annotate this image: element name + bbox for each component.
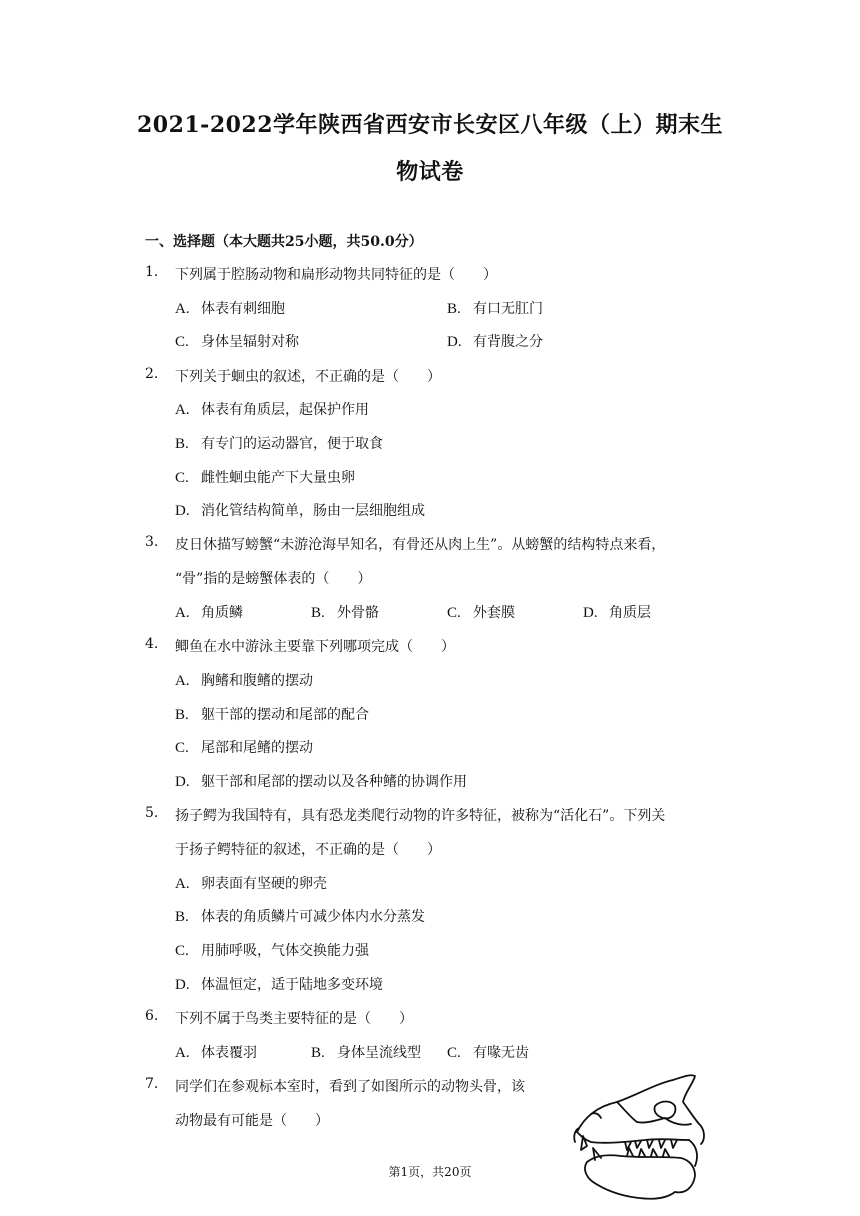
option-letter: D. xyxy=(175,977,190,993)
option-c[interactable] xyxy=(447,1042,529,1062)
question-number: 6. xyxy=(145,1008,159,1024)
question-number: 1. xyxy=(145,264,159,280)
exam-title-line-2: 物试卷 xyxy=(396,159,464,185)
option-text: 有口无肛门 xyxy=(473,301,543,317)
option-c[interactable] xyxy=(447,602,515,622)
option-letter: C. xyxy=(175,740,189,756)
option-a[interactable] xyxy=(175,1042,257,1062)
exam-title-line-1: 2021-2022学年陕西省西安市长安区八年级（上）期末生 xyxy=(136,112,724,138)
option-d[interactable] xyxy=(175,974,383,994)
option-text: 角质层 xyxy=(609,605,651,621)
option-letter: A. xyxy=(175,1045,190,1061)
question-number: 2. xyxy=(145,366,159,382)
option-c[interactable] xyxy=(175,737,313,757)
option-a[interactable] xyxy=(175,670,313,690)
question-stem: 下列属于腔肠动物和扁形动物共同特征的是（ ） xyxy=(175,267,497,283)
option-text: 体温恒定，适于陆地多变环境 xyxy=(201,977,383,993)
question-stem: 鲫鱼在水中游泳主要靠下列哪项完成（ ） xyxy=(175,639,455,655)
question-stem: 下列关于蛔虫的叙述，不正确的是（ ） xyxy=(175,369,441,385)
question-stem: 皮日休描写螃蟹“未游沧海早知名，有骨还从肉上生”。从螃蟹的结构特点来看， xyxy=(175,537,666,553)
question-stem-continued: 于扬子鳄特征的叙述，不正确的是（ ） xyxy=(175,842,441,858)
option-d[interactable] xyxy=(175,500,425,520)
option-letter: B. xyxy=(175,707,189,723)
option-letter: A. xyxy=(175,876,190,892)
question-number: 5. xyxy=(145,805,159,821)
option-a[interactable] xyxy=(175,873,327,893)
option-letter: B. xyxy=(175,436,189,452)
option-text: 外骨骼 xyxy=(337,605,379,621)
option-b[interactable] xyxy=(447,298,543,318)
question-stem: 同学们在参观标本室时，看到了如图所示的动物头骨，该 xyxy=(175,1079,525,1095)
option-text: 尾部和尾鳍的摆动 xyxy=(201,740,313,756)
question-number: 4. xyxy=(145,636,159,652)
option-letter: B. xyxy=(447,301,461,317)
option-d[interactable] xyxy=(583,602,651,622)
option-d[interactable] xyxy=(175,771,467,791)
option-letter: A. xyxy=(175,673,190,689)
option-text: 体表有刺细胞 xyxy=(201,301,285,317)
option-text: 体表的角质鳞片可减少体内水分蒸发 xyxy=(201,909,425,925)
option-c[interactable] xyxy=(175,940,369,960)
option-c[interactable] xyxy=(175,331,299,351)
question-number: 7. xyxy=(145,1076,159,1092)
option-text: 躯干部的摆动和尾部的配合 xyxy=(201,707,369,723)
option-text: 消化管结构简单，肠由一层细胞组成 xyxy=(201,503,425,519)
option-letter: C. xyxy=(447,1045,461,1061)
option-letter: C. xyxy=(175,334,189,350)
question-number: 3. xyxy=(145,534,159,550)
option-letter: D. xyxy=(175,503,190,519)
option-b[interactable] xyxy=(175,906,425,926)
option-a[interactable] xyxy=(175,399,369,419)
option-b[interactable] xyxy=(175,704,369,724)
option-text: 躯干部和尾部的摆动以及各种鳍的协调作用 xyxy=(201,774,467,790)
option-letter: C. xyxy=(447,605,461,621)
animal-skull-figure xyxy=(565,1066,725,1216)
option-text: 胸鳍和腹鳍的摆动 xyxy=(201,673,313,689)
option-letter: A. xyxy=(175,301,190,317)
option-text: 用肺呼吸，气体交换能力强 xyxy=(201,943,369,959)
option-a[interactable] xyxy=(175,602,243,622)
option-d[interactable] xyxy=(447,331,543,351)
option-text: 角质鳞 xyxy=(201,605,243,621)
option-letter: B. xyxy=(175,909,189,925)
question-stem: 下列不属于鸟类主要特征的是（ ） xyxy=(175,1011,413,1027)
option-a[interactable] xyxy=(175,298,285,318)
option-text: 有喙无齿 xyxy=(473,1045,529,1061)
option-b[interactable] xyxy=(175,433,383,453)
option-text: 有专门的运动器官，便于取食 xyxy=(201,436,383,452)
option-letter: C. xyxy=(175,943,189,959)
option-text: 卵表面有坚硬的卵壳 xyxy=(201,876,327,892)
option-text: 体表覆羽 xyxy=(201,1045,257,1061)
question-stem-continued: 动物最有可能是（ ） xyxy=(175,1113,329,1129)
option-text: 有背腹之分 xyxy=(473,334,543,350)
question-stem-continued: “骨”指的是螃蟹体表的（ ） xyxy=(175,571,372,587)
section-heading: 一、选择题（本大题共25小题，共50.0分） xyxy=(145,234,423,250)
option-letter: A. xyxy=(175,605,190,621)
option-c[interactable] xyxy=(175,467,355,487)
option-letter: B. xyxy=(311,1045,325,1061)
option-b[interactable] xyxy=(311,602,379,622)
question-stem: 扬子鳄为我国特有，具有恐龙类爬行动物的许多特征，被称为“活化石”。下列关 xyxy=(175,808,666,824)
option-text: 体表有角质层，起保护作用 xyxy=(201,402,369,418)
option-text: 雌性蛔虫能产下大量虫卵 xyxy=(201,470,355,486)
option-letter: A. xyxy=(175,402,190,418)
option-text: 身体呈辐射对称 xyxy=(201,334,299,350)
option-letter: D. xyxy=(175,774,190,790)
page-footer: 第1页，共20页 xyxy=(388,1165,472,1179)
option-letter: D. xyxy=(447,334,462,350)
option-letter: D. xyxy=(583,605,598,621)
option-b[interactable] xyxy=(311,1042,421,1062)
option-text: 身体呈流线型 xyxy=(337,1045,421,1061)
option-text: 外套膜 xyxy=(473,605,515,621)
option-letter: B. xyxy=(311,605,325,621)
option-letter: C. xyxy=(175,470,189,486)
